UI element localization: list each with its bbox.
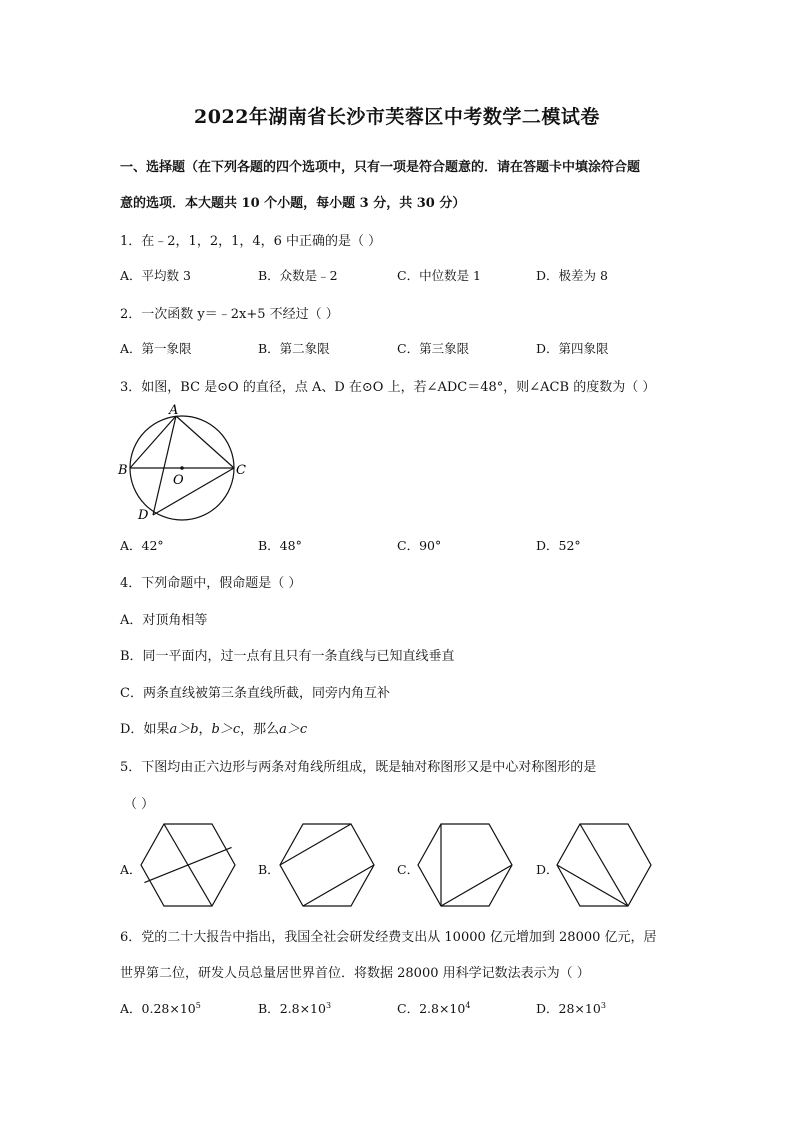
- q2-option-b: B．第二象限: [258, 341, 330, 356]
- circle-figure: [115, 404, 255, 529]
- q6-b-exp: 3: [325, 1000, 332, 1010]
- q6-option-b: [258, 999, 331, 1017]
- q5-option-c: C．: [397, 862, 420, 877]
- q4-d-prefix: D．如果: [120, 722, 170, 737]
- q5-answer-paren: （ ）: [124, 797, 155, 812]
- label-a: A: [169, 403, 179, 418]
- hexagon-c: [417, 822, 513, 908]
- section-heading-line1: 一、选择题（在下列各题的四个选项中，只有一项是符合题意的．请在答题卡中填涂符合题: [120, 160, 641, 175]
- center-point: [180, 466, 184, 470]
- q6-d-label: D．: [536, 1001, 559, 1016]
- q6-option-d: [536, 999, 606, 1017]
- q4-d-mid: ，那么: [240, 722, 280, 737]
- hexagon-d: [556, 822, 652, 908]
- q4-d-expr1: a＞b: [169, 722, 199, 737]
- segment-ad: [153, 416, 176, 515]
- label-c: C: [236, 463, 246, 478]
- hexagon-a: [140, 822, 236, 908]
- hexagon-b: [279, 822, 375, 908]
- q6-c-base: 2.8×10: [419, 1001, 466, 1016]
- q6-option-c: [397, 999, 470, 1017]
- q4-option-d: [120, 718, 307, 737]
- q2-option-d: D．第四象限: [536, 341, 609, 356]
- q4-d-sep: ，: [198, 722, 212, 737]
- q1-option-c: C．中位数是 1: [397, 268, 481, 283]
- q3-option-d: D．52°: [536, 538, 581, 553]
- question-3-stem: 3．如图，BC 是⊙O 的直径，点 A、D 在⊙O 上，若∠ADC＝48°，则∠ACB 的度数为（ ）: [120, 380, 656, 395]
- q6-a-base: 0.28×10: [141, 1001, 196, 1016]
- q4-option-c: C．两条直线被第三条直线所截，同旁内角互补: [120, 686, 390, 701]
- q3-option-b: B．48°: [258, 538, 302, 553]
- q1-option-b: B．众数是﹣2: [258, 268, 338, 283]
- question-1-stem: 1．在﹣2，1，2，1，4，6 中正确的是（ ）: [120, 234, 382, 249]
- q4-d-expr2: b＞c: [211, 722, 241, 737]
- segment-ac: [176, 416, 234, 468]
- q1-option-a: A．平均数 3: [120, 268, 191, 283]
- question-5-stem: 5．下图均由正六边形与两条对角线所组成，既是轴对称图形又是中心对称图形的是: [120, 760, 597, 775]
- label-d: D: [138, 508, 149, 523]
- q6-c-label: C．: [397, 1001, 420, 1016]
- question-4-stem: 4．下列命题中，假命题是（ ）: [120, 576, 302, 591]
- q5-option-a: A．: [120, 862, 142, 877]
- q3-option-c: C．90°: [397, 538, 442, 553]
- q6-d-exp: 3: [600, 1000, 606, 1010]
- q6-d-base: 28×10: [558, 1001, 601, 1016]
- label-b: B: [118, 463, 128, 478]
- q5-option-d: D．: [536, 862, 559, 877]
- label-o: O: [173, 473, 184, 488]
- q4-d-expr3: a＞c: [279, 722, 308, 737]
- q2-option-c: C．第三象限: [397, 341, 470, 356]
- segment-dc: [153, 468, 234, 515]
- q2-option-a: A．第一象限: [120, 341, 192, 356]
- q1-option-d: D．极差为 8: [536, 268, 608, 283]
- q3-option-a: A．42°: [120, 538, 164, 553]
- q6-a-label: A．: [120, 1001, 142, 1016]
- section-heading-line2: 意的选项．本大题共 10 个小题，每小题 3 分，共 30 分）: [120, 196, 466, 211]
- q5-option-b: B．: [258, 862, 280, 877]
- q4-option-b: B．同一平面内，过一点有且只有一条直线与已知直线垂直: [120, 649, 455, 664]
- q6-b-base: 2.8×10: [279, 1001, 326, 1016]
- page-title: 2022年湖南省长沙市芙蓉区中考数学二模试卷: [194, 106, 600, 128]
- q6-a-exp: 5: [195, 1000, 201, 1010]
- q6-b-label: B．: [258, 1001, 280, 1016]
- question-6-line2: 世界第二位，研发人员总量居世界首位．将数据 28000 用科学记数法表示为（ ）: [120, 966, 590, 981]
- question-2-stem: 2．一次函数 y＝﹣2x+5 不经过（ ）: [120, 307, 339, 322]
- q4-option-a: A．对顶角相等: [120, 613, 208, 628]
- question-6-line1: 6．党的二十大报告中指出，我国全社会研发经费支出从 10000 亿元增加到 28000 亿元，居: [120, 930, 657, 945]
- q6-c-exp: 4: [465, 1000, 471, 1010]
- q6-option-a: [120, 999, 201, 1017]
